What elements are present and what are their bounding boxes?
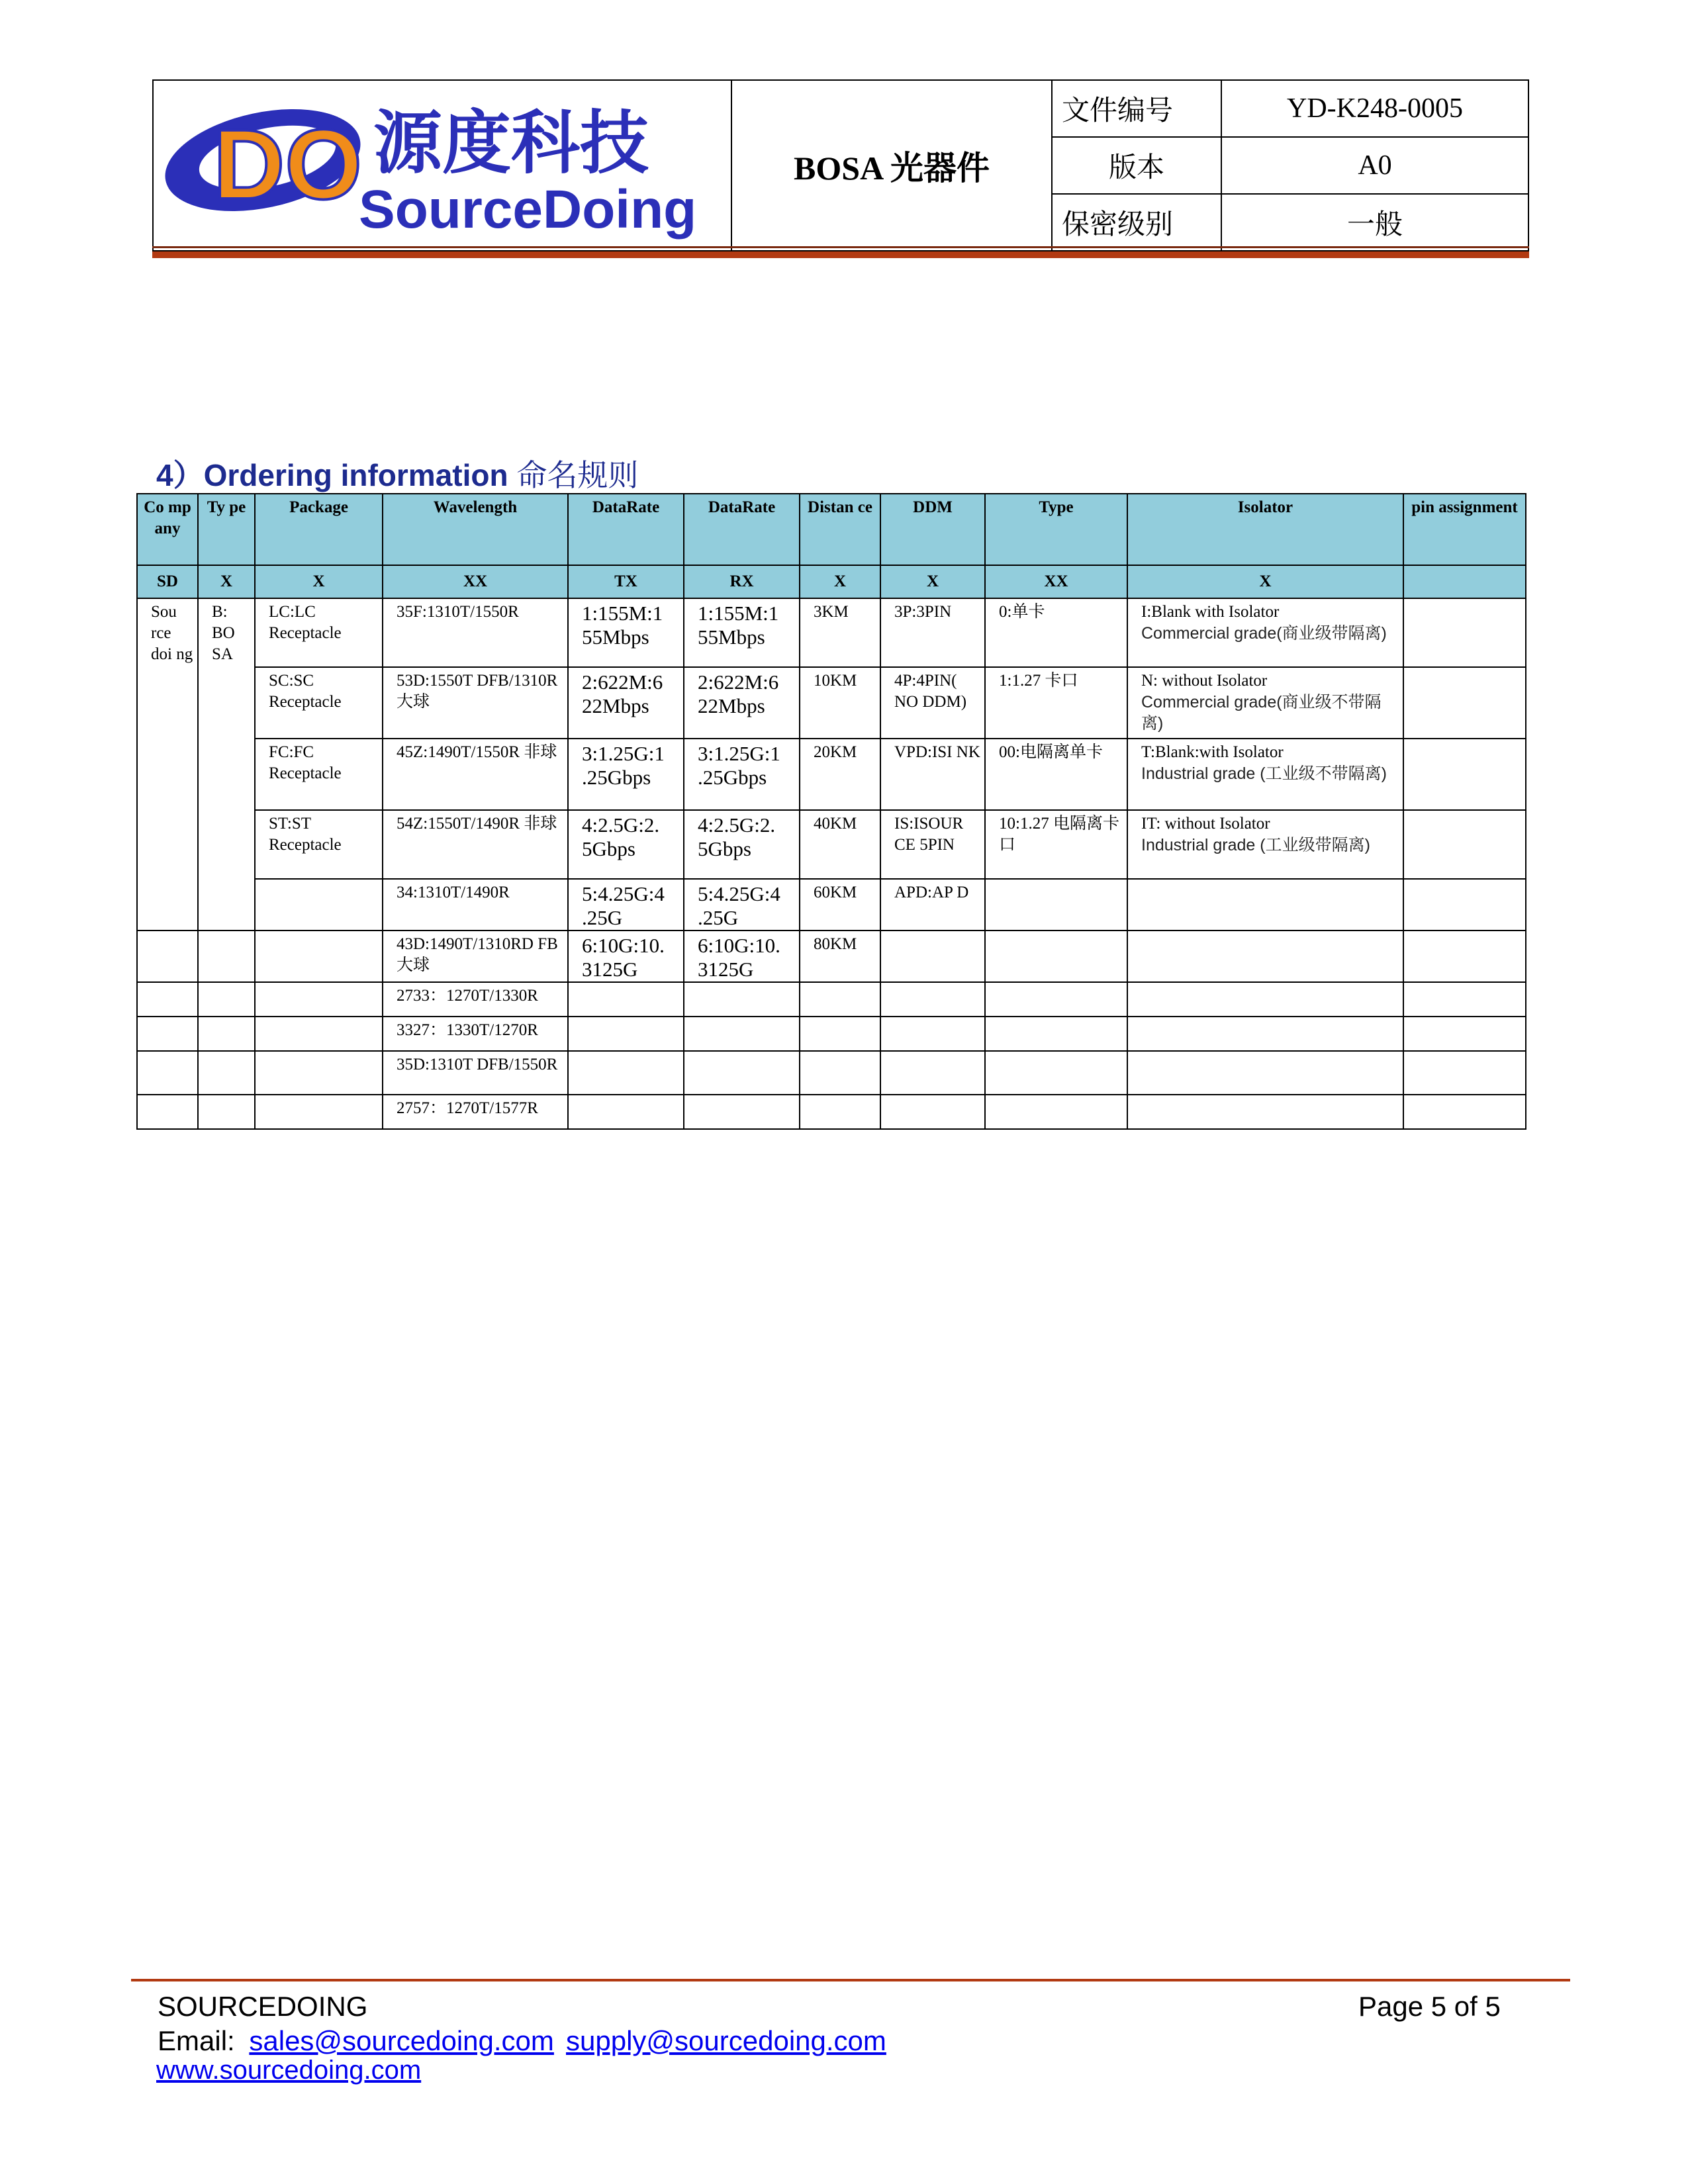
cell-ddm: APD:AP D	[880, 879, 985, 931]
cell-package: SC:SC Receptacle	[255, 667, 383, 739]
cell-ddm: IS:ISOUR CE 5PIN	[880, 810, 985, 879]
cell-mount-type: 00:电隔离单卡	[985, 739, 1127, 810]
cell-pin-assignment	[1403, 931, 1526, 982]
logo-english-name: SourceDoing	[359, 179, 697, 240]
cell-mount-type: 1:1.27 卡口	[985, 667, 1127, 739]
cell-tx-rate: 4:2.5G:2. 5Gbps	[568, 810, 684, 879]
product-title-en: BOSA	[794, 150, 882, 187]
cell-pin-assignment	[1403, 982, 1526, 1017]
cell-wavelength: 45Z:1490T/1550R 非球	[383, 739, 568, 810]
cell-package	[255, 982, 383, 1017]
cell-tx-rate: 2:622M:6 22Mbps	[568, 667, 684, 739]
section-title	[156, 451, 638, 495]
isolator-grade: Industrial grade (工业级带隔离)	[1141, 836, 1370, 854]
cell-tx-rate: 5:4.25G:4 .25G	[568, 879, 684, 931]
col-header-datarate-rx: DataRate	[684, 494, 800, 565]
cell-wavelength: 53D:1550T DFB/1310R 大球	[383, 667, 568, 739]
cell-distance: 20KM	[800, 739, 880, 810]
cell-type-empty	[198, 1017, 255, 1051]
version-value: A0	[1221, 137, 1528, 194]
cell-package: ST:ST Receptacle	[255, 810, 383, 879]
table-row	[137, 1017, 1526, 1051]
website-link[interactable]: www.sourcedoing.com	[156, 2056, 422, 2085]
cell-company-empty	[137, 1095, 198, 1129]
isolator-grade: Commercial grade(商业级带隔离)	[1141, 624, 1387, 643]
footer-email-label: Email:	[158, 2025, 235, 2056]
section-title-cn: 命名规则	[516, 457, 639, 493]
col-header-wavelength: Wavelength	[383, 494, 568, 565]
confidentiality-label: 保密级别	[1052, 194, 1221, 251]
cell-distance	[800, 1051, 880, 1095]
logo-letters: DO	[213, 109, 362, 220]
cell-distance: 40KM	[800, 810, 880, 879]
cell-ddm: VPD:ISI NK	[880, 739, 985, 810]
cell-type-empty	[198, 982, 255, 1017]
code-pin	[1403, 565, 1526, 598]
code-ddm: X	[880, 565, 985, 598]
cell-rx-rate: 6:10G:10. 3125G	[684, 931, 800, 982]
footer-email-row	[158, 2025, 554, 2057]
cell-distance: 3KM	[800, 598, 880, 667]
cell-company-empty	[137, 1017, 198, 1051]
cell-package: LC:LC Receptacle	[255, 598, 383, 667]
cell-type-empty	[198, 1051, 255, 1095]
cell-wavelength: 43D:1490T/1310RD FB 大球	[383, 931, 568, 982]
col-header-type: Ty pe	[198, 494, 255, 565]
table-row	[137, 931, 1526, 982]
cell-ddm: 4P:4PIN( NO DDM)	[880, 667, 985, 739]
footer-page-number: Page 5 of 5	[1358, 1991, 1501, 2022]
cell-mount-type	[985, 879, 1127, 931]
cell-tx-rate: 3:1.25G:1 .25Gbps	[568, 739, 684, 810]
cell-ddm	[880, 1017, 985, 1051]
cell-mount-type	[985, 982, 1127, 1017]
col-header-pin: pin assignment	[1403, 494, 1526, 565]
col-header-package: Package	[255, 494, 383, 565]
cell-wavelength: 54Z:1550T/1490R 非球	[383, 810, 568, 879]
cell-rx-rate: 3:1.25G:1 .25Gbps	[684, 739, 800, 810]
sales-email-link[interactable]: sales@sourcedoing.com	[249, 2025, 554, 2056]
product-title	[731, 80, 1052, 251]
cell-pin-assignment	[1403, 810, 1526, 879]
header-rule	[152, 251, 1529, 258]
cell-mount-type	[985, 1095, 1127, 1129]
cell-package	[255, 879, 383, 931]
cell-rx-rate	[684, 1095, 800, 1129]
col-header-isolator: Isolator	[1127, 494, 1403, 565]
cell-rx-rate: 2:622M:6 22Mbps	[684, 667, 800, 739]
product-title-cn: 光器件	[890, 149, 990, 187]
table-code-row	[137, 565, 1526, 598]
isolator-grade: Industrial grade (工业级不带隔离)	[1141, 764, 1387, 783]
table-row	[137, 1051, 1526, 1095]
cell-isolator	[1127, 1095, 1403, 1129]
cell-rx-rate: 4:2.5G:2. 5Gbps	[684, 810, 800, 879]
cell-rx-rate: 1:155M:1 55Mbps	[684, 598, 800, 667]
cell-distance: 60KM	[800, 879, 880, 931]
cell-isolator	[1127, 667, 1403, 739]
cell-rx-rate	[684, 1017, 800, 1051]
cell-pin-assignment	[1403, 598, 1526, 667]
cell-pin-assignment	[1403, 879, 1526, 931]
cell-pin-assignment	[1403, 667, 1526, 739]
isolator-code: N: without Isolator	[1141, 672, 1268, 690]
cell-rx-rate: 5:4.25G:4 .25G	[684, 879, 800, 931]
table-row	[137, 879, 1526, 931]
cell-type-empty	[198, 1095, 255, 1129]
cell-wavelength: 2757：1270T/1577R	[383, 1095, 568, 1129]
cell-mount-type: 10:1.27 电隔离卡口	[985, 810, 1127, 879]
code-tx: TX	[568, 565, 684, 598]
logo-chinese-name: 源度科技	[373, 103, 649, 183]
cell-isolator	[1127, 810, 1403, 879]
supply-email-link[interactable]: supply@sourcedoing.com	[566, 2025, 886, 2056]
cell-ddm	[880, 931, 985, 982]
table-header-row	[137, 494, 1526, 565]
cell-isolator	[1127, 931, 1403, 982]
cell-isolator	[1127, 598, 1403, 667]
cell-tx-rate	[568, 982, 684, 1017]
cell-mount-type	[985, 1017, 1127, 1051]
ordering-table	[136, 493, 1526, 1130]
cell-ddm	[880, 982, 985, 1017]
confidentiality-value: 一般	[1221, 194, 1528, 251]
cell-tx-rate	[568, 1017, 684, 1051]
cell-isolator	[1127, 879, 1403, 931]
cell-wavelength: 2733：1270T/1330R	[383, 982, 568, 1017]
cell-company-empty	[137, 1051, 198, 1095]
cell-tx-rate	[568, 1051, 684, 1095]
cell-package	[255, 1017, 383, 1051]
header-rule-thin	[152, 246, 1529, 248]
cell-pin-assignment	[1403, 1017, 1526, 1051]
col-header-company: Co mp any	[137, 494, 198, 565]
cell-tx-rate: 6:10G:10. 3125G	[568, 931, 684, 982]
cell-wavelength: 35D:1310T DFB/1550R	[383, 1051, 568, 1095]
isolator-code: I:Blank with Isolator	[1141, 603, 1280, 621]
col-header-distance: Distan ce	[800, 494, 880, 565]
cell-company-empty	[137, 982, 198, 1017]
cell-mount-type	[985, 1051, 1127, 1095]
code-package: X	[255, 565, 383, 598]
code-isolator: X	[1127, 565, 1403, 598]
footer-rule	[131, 1979, 1570, 1981]
table-row	[137, 1095, 1526, 1129]
version-label: 版本	[1052, 137, 1221, 194]
cell-ddm: 3P:3PIN	[880, 598, 985, 667]
cell-type-empty	[198, 931, 255, 982]
isolator-code: T:Blank:with Isolator	[1141, 743, 1284, 761]
document-header	[152, 79, 1529, 251]
col-header-datarate-tx: DataRate	[568, 494, 684, 565]
cell-type: B: BO SA	[198, 598, 255, 931]
table-row	[137, 982, 1526, 1017]
isolator-grade: Commercial grade(商业级不带隔离)	[1141, 693, 1382, 733]
logo-cell	[153, 80, 731, 251]
table-row	[137, 598, 1526, 667]
cell-ddm	[880, 1051, 985, 1095]
cell-pin-assignment	[1403, 739, 1526, 810]
cell-distance	[800, 982, 880, 1017]
cell-package: FC:FC Receptacle	[255, 739, 383, 810]
sourcedoing-logo	[154, 82, 729, 249]
col-header-mount-type: Type	[985, 494, 1127, 565]
doc-number-value: YD-K248-0005	[1221, 80, 1528, 137]
code-rx: RX	[684, 565, 800, 598]
code-wavelength: XX	[383, 565, 568, 598]
code-type: X	[198, 565, 255, 598]
isolator-code: IT: without Isolator	[1141, 815, 1270, 833]
supply-email-row	[566, 2025, 886, 2057]
cell-distance: 10KM	[800, 667, 880, 739]
doc-number-label: 文件编号	[1052, 80, 1221, 137]
cell-distance	[800, 1095, 880, 1129]
cell-distance	[800, 1017, 880, 1051]
cell-isolator	[1127, 1051, 1403, 1095]
code-mount-type: XX	[985, 565, 1127, 598]
cell-tx-rate: 1:155M:1 55Mbps	[568, 598, 684, 667]
table-row	[137, 739, 1526, 810]
footer-company: SOURCEDOING	[158, 1991, 368, 2022]
table-row	[137, 667, 1526, 739]
cell-pin-assignment	[1403, 1095, 1526, 1129]
cell-package	[255, 1095, 383, 1129]
table-row	[137, 810, 1526, 879]
cell-isolator	[1127, 1017, 1403, 1051]
cell-pin-assignment	[1403, 1051, 1526, 1095]
cell-package	[255, 1051, 383, 1095]
cell-isolator	[1127, 982, 1403, 1017]
cell-wavelength: 3327：1330T/1270R	[383, 1017, 568, 1051]
cell-rx-rate	[684, 982, 800, 1017]
section-title-en: 4）Ordering information	[156, 458, 508, 492]
cell-company-empty	[137, 931, 198, 982]
cell-company: Sou rce doi ng	[137, 598, 198, 931]
cell-tx-rate	[568, 1095, 684, 1129]
col-header-ddm: DDM	[880, 494, 985, 565]
cell-isolator	[1127, 739, 1403, 810]
cell-wavelength: 34:1310T/1490R	[383, 879, 568, 931]
cell-mount-type	[985, 931, 1127, 982]
website-row	[156, 2056, 421, 2085]
cell-distance: 80KM	[800, 931, 880, 982]
cell-wavelength: 35F:1310T/1550R	[383, 598, 568, 667]
code-distance: X	[800, 565, 880, 598]
cell-rx-rate	[684, 1051, 800, 1095]
cell-ddm	[880, 1095, 985, 1129]
cell-mount-type: 0:单卡	[985, 598, 1127, 667]
cell-package	[255, 931, 383, 982]
code-company: SD	[137, 565, 198, 598]
